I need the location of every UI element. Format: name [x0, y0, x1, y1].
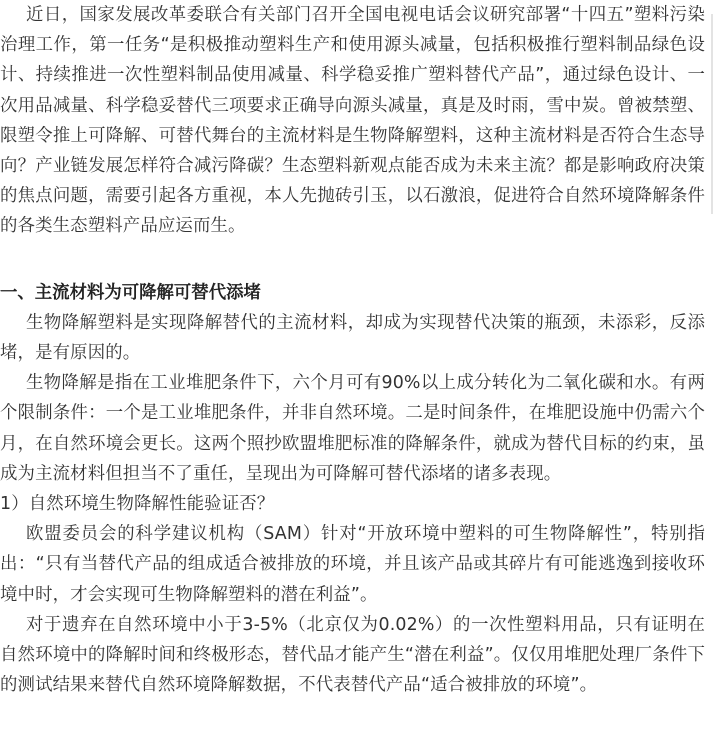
section-heading: 一、主流材料为可降解可替代添堵	[0, 282, 261, 303]
paragraph-spacer	[0, 242, 705, 272]
body-paragraph-3: 欧盟委员会的科学建议机构（SAM）针对“开放环境中塑料的可生物降解性”，特别指出：“只有当替代产品的组成适合被排放的环境，并且该产品或其碎片有可能逃逸到接收环境中时，才会实现可生物降解塑料的潜在利益”。	[0, 524, 705, 605]
body-paragraph-4: 对于遗弃在自然环境中小于3-5%（北京仅为0.02%）的一次性塑料用品，只有证明在自然环境中的降解时间和终极形态，替代品才能产生“潜在利益”。仅仅用堆肥处理厂条件下的测试结果来替代自然环境降解数据，不代表替代产品“适合被排放的环境”。	[0, 614, 705, 696]
body-paragraph-2: 生物降解是指在工业堆肥条件下，六个月可有90%以上成分转化为二氧化碳和水。有两个限制条件：一个是工业堆肥条件，并非自然环境。二是时间条件，在堆肥设施中仍需六个月，在自然环境会更长。这两个照抄欧盟堆肥标准的降解条件，就成为替代目标的约束，虽成为主流材料但担当不了重任，呈现出为可降解可替代添堵的诸多表现。	[0, 373, 705, 484]
intro-paragraph: 近日，国家发展改革委联合有关部门召开全国电视电话会议研究部署“十四五”塑料污染治理工作，第一任务“是积极推动塑料生产和使用源头减量，包括积极推行塑料制品绿色设计、持续推进一次性塑料制品使用减量、科学稳妥推广塑料替代产品”，通过绿色设计、一次用品减量、科学稳妥替代三项要求正确导向源头减量，真是及时雨，雪中炭。曾被禁塑、限塑令推上可降解、可替代舞台的主流材料是生物降解塑料，这种主流材料是否符合生态导向？产业链发展怎样符合减污降碳？生态塑料新观点能否成为未来主流？都是影响政府决策的焦点问题，需要引起各方重视，本人先抛砖引玉，以石激浪，促进符合自然环境降解条件的各类生态塑料产品应运而生。	[0, 5, 705, 237]
sub-heading: 1）自然环境生物降解性能验证否？	[0, 494, 275, 515]
body-paragraph-1: 生物降解塑料是实现降解替代的主流材料，却成为实现替代决策的瓶颈，未添彩，反添堵，是有原因的。	[0, 312, 705, 364]
